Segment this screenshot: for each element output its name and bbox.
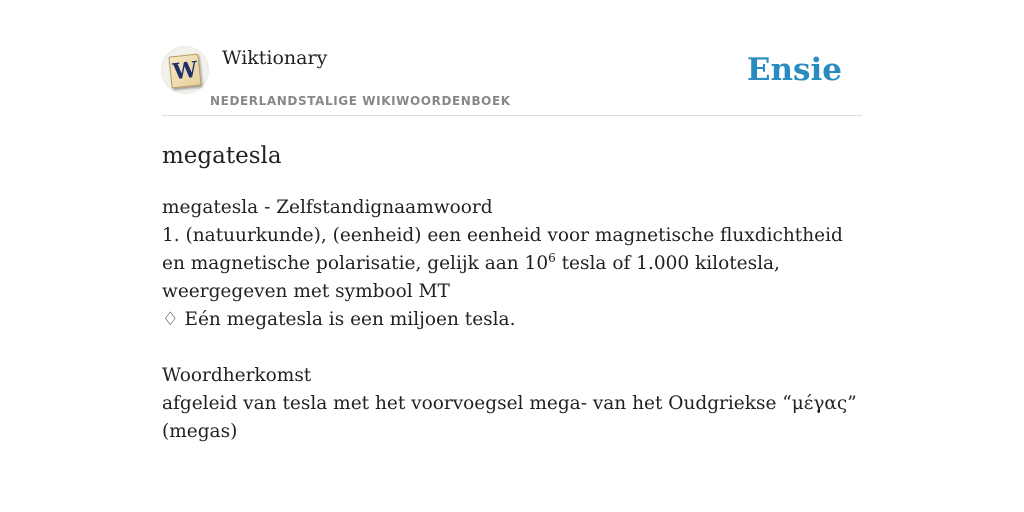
entry-body xyxy=(162,194,862,446)
wiktionary-logo[interactable] xyxy=(162,47,208,93)
definition-prefix: 1. (natuurkunde), (eenheid) een eenheid voor magnetische fluxdichtheid en magnetische polarisatie, gelijk aan 10 xyxy=(162,225,843,274)
spacer xyxy=(162,334,862,362)
example-sentence: ♢ Eén megatesla is een miljoen tesla. xyxy=(162,309,516,330)
ensie-brand-link[interactable]: Ensie xyxy=(746,52,842,88)
header xyxy=(162,0,862,116)
logo-tile-icon xyxy=(168,54,201,89)
site-subtitle: NEDERLANDSTALIGE WIKIWOORDENBOEK xyxy=(210,94,511,108)
etymology-heading: Woordherkomst xyxy=(162,365,312,386)
logo-letter: W xyxy=(171,56,199,86)
word-title: megatesla xyxy=(162,143,282,169)
definition-exponent: 6 xyxy=(548,251,556,265)
definition xyxy=(162,222,862,306)
page xyxy=(162,0,862,446)
word-class-line: megatesla - Zelfstandignaamwoord xyxy=(162,197,493,218)
etymology-text: afgeleid van tesla met het voorvoegsel mega- van het Oudgriekse “μέγας” (megas) xyxy=(162,393,857,442)
definition-suffix: tesla of 1.000 kilotesla, weergegeven met symbool MT xyxy=(162,253,780,302)
site-name[interactable]: Wiktionary xyxy=(222,47,328,69)
